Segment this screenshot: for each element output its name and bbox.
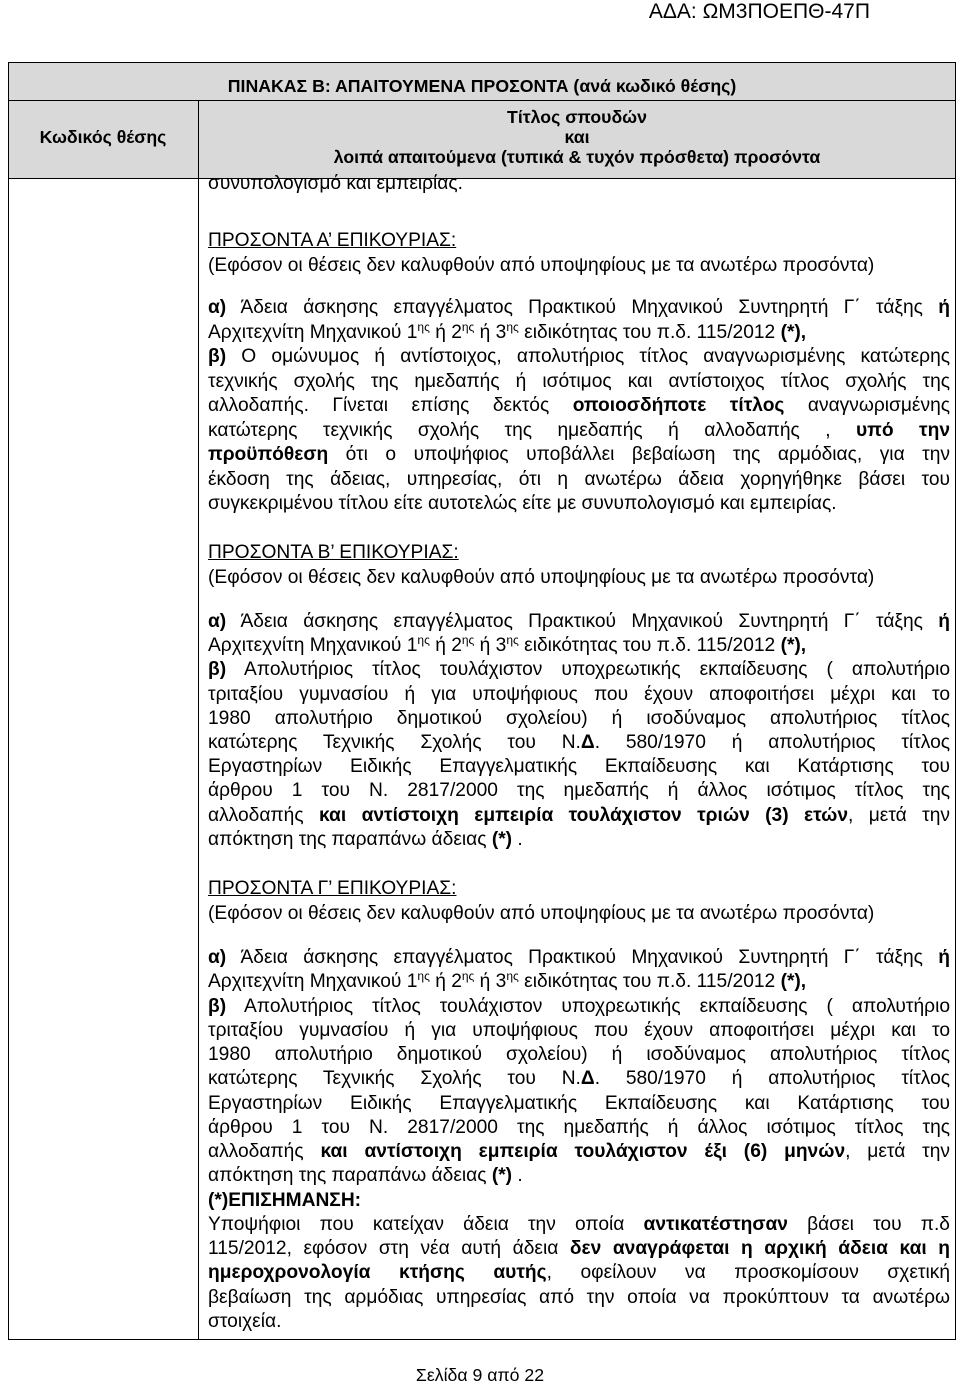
text-segment: Εργαστηρίων Ειδικής Επαγγελματικής Εκπαίδευσης και Κατάρτισης του — [208, 756, 950, 778]
text-segment: ή 3 — [474, 635, 507, 657]
text-segment: Υποψήφιοι που κατείχαν άδεια την οποία — [208, 1213, 644, 1235]
text-segment: έκδοση της άδειας, υπηρεσίας, ότι η ανωτέρω άδεια χορηγήθηκε βάσει του — [208, 468, 950, 490]
paragraph-line — [208, 779, 950, 803]
bold-text: ημεροχρονολογία κτήσης αυτής — [208, 1262, 547, 1284]
section-b-header — [208, 541, 950, 590]
page-number: Σελίδα 9 από 22 — [415, 1365, 545, 1385]
item-label: α) — [208, 297, 227, 318]
continuation-line: συνυπολογισμό και εμπειρίας. — [208, 173, 463, 194]
item-label: α) — [208, 947, 227, 968]
section-g-body — [208, 946, 950, 1334]
paragraph-line — [208, 828, 950, 852]
section-condition: (Εφόσον οι θέσεις δεν καλυφθούν από υποψηφίους με τα ανωτέρω προσόντα) — [208, 902, 875, 924]
bold-text: και αντίστοιχη εμπειρία τουλάχιστον έξι (6) μηνών — [320, 1141, 846, 1163]
column-divider — [198, 100, 199, 1339]
text-segment: , μετά την — [845, 1141, 951, 1163]
paragraph-line — [208, 1092, 950, 1116]
text-segment: αλλοδαπής. Γίνεται επίσης δεκτός — [208, 395, 573, 416]
bold-text: Δ — [580, 1068, 595, 1090]
text-segment: κατώτερης τεχνικής σχολής της ημεδαπής ή αλλοδαπής , — [208, 419, 857, 441]
text-segment: ειδικότητας του π.δ. 115/2012 — [518, 635, 781, 657]
bold-text: (*) — [491, 828, 513, 850]
bold-text: οποιοσδήποτε τίτλος — [572, 395, 785, 416]
position-code-cell — [9, 179, 198, 1339]
section-b-body — [208, 610, 950, 852]
superscript: ης — [417, 319, 430, 334]
note-line — [208, 1310, 950, 1334]
bold-text: και αντίστοιχη εμπειρία τουλάχιστον τριών (3) ετών — [318, 804, 849, 826]
item-label: α) — [208, 611, 227, 632]
column-header-line: λοιπά απαιτούμενα (τυπικά & τυχόν πρόσθετα) προσόντα — [333, 147, 821, 167]
section-a-header — [208, 229, 950, 278]
bold-text: (*), — [780, 971, 807, 993]
superscript: ης — [506, 633, 519, 648]
text-segment: αλλοδαπής — [208, 804, 319, 826]
paragraph-line — [208, 1067, 950, 1091]
bold-text: αντικατέστησαν — [643, 1213, 788, 1235]
text-segment: , οφείλουν να προσκομίσουν σχετική — [546, 1262, 951, 1284]
paragraph-line — [208, 1043, 950, 1067]
note-title — [208, 1189, 950, 1213]
text-segment: Άδεια άσκησης επαγγέλματος Πρακτικού Μηχανικού Συντηρητή Γ΄ τάξης — [226, 297, 939, 318]
column-header-requirements — [198, 107, 956, 167]
superscript: ης — [506, 319, 519, 334]
text-segment: ειδικότητας του π.δ. 115/2012 — [518, 321, 781, 343]
text-segment: . — [512, 828, 523, 850]
note-line — [208, 1237, 950, 1261]
paragraph-line — [208, 1019, 950, 1043]
paragraph-line — [208, 804, 950, 828]
text-segment: κατώτερης Τεχνικής Σχολής του Ν. — [208, 1068, 581, 1090]
column-header-line: και — [564, 127, 590, 147]
text-segment: Αρχιτεχνίτη Μηχανικού 1 — [208, 321, 418, 343]
paragraph-line — [208, 634, 950, 658]
text-segment: συγκεκριμένου τίτλου είτε αυτοτελώς είτε με συνυπολογισμό και εμπειρίας. — [208, 493, 837, 514]
section-a-body — [208, 296, 950, 517]
paragraph-line — [208, 683, 950, 707]
section-heading: ΠΡΟΣΟΝΤΑ Β’ ΕΠΙΚΟΥΡΙΑΣ: — [208, 542, 459, 563]
text-segment: . 580/1970 ή απολυτήριος τίτλος — [594, 731, 950, 753]
bold-text: (*), — [780, 635, 807, 657]
text-segment: ή 3 — [474, 321, 507, 343]
paragraph-line — [208, 731, 950, 755]
paragraph-line — [208, 345, 950, 370]
text-segment: Άδεια άσκησης επαγγέλματος Πρακτικού Μηχανικού Συντηρητή Γ΄ τάξης — [226, 947, 939, 968]
paragraph-line — [208, 394, 950, 419]
paragraph-line — [208, 443, 950, 468]
superscript: ης — [417, 633, 430, 648]
bold-text: ή — [938, 947, 950, 968]
paragraph-line — [208, 970, 950, 994]
text-segment: τεχνικής σχολής της ημεδαπής ή ισότιμος και αντίστοιχος τίτλος σχολής της — [208, 370, 950, 392]
bold-text: Δ — [580, 731, 595, 753]
paragraph-line — [208, 1116, 950, 1140]
section-condition: (Εφόσον οι θέσεις δεν καλυφθούν από υποψηφίους με τα ανωτέρω προσόντα) — [208, 566, 875, 588]
note-line — [208, 1261, 950, 1285]
text-segment: Άδεια άσκησης επαγγέλματος Πρακτικού Μηχανικού Συντηρητή Γ΄ τάξης — [226, 611, 939, 632]
paragraph-line — [208, 468, 950, 493]
table-divider — [9, 100, 955, 101]
bold-text: δεν αναγράφεται η αρχική άδεια και η — [569, 1238, 950, 1260]
paragraph-line — [208, 492, 950, 517]
text-segment: απόκτηση της παραπάνω άδειας — [208, 828, 492, 850]
paragraph-line — [208, 755, 950, 779]
paragraph-line — [208, 370, 950, 395]
section-g-header — [208, 877, 950, 926]
section-heading: ΠΡΟΣΟΝΤΑ Α’ ΕΠΙΚΟΥΡΙΑΣ: — [208, 230, 457, 251]
text-segment: Αρχιτεχνίτη Μηχανικού 1 — [208, 635, 418, 657]
text-segment: βάσει του π.δ — [787, 1213, 950, 1235]
superscript: ης — [461, 969, 475, 984]
paragraph-line — [208, 1164, 950, 1188]
text-segment: τριταξίου γυμνασίου ή για υποψήφιους που έχουν αποφοιτήσει μέχρι και το — [208, 683, 950, 705]
note-line — [208, 1286, 950, 1310]
text-segment: βεβαίωση της αρμόδιας υπηρεσίας από την οποία να προκύπτουν τα ανωτέρω — [208, 1286, 950, 1308]
column-header-line: Τίτλος σπουδών — [507, 107, 647, 127]
column-header-code: Κωδικός θέσης — [39, 127, 167, 147]
table-title: ΠΙΝΑΚΑΣ Β: ΑΠΑΙΤΟΥΜΕΝΑ ΠΡΟΣΟΝΤΑ (ανά κωδικό θέσης) — [227, 76, 737, 96]
text-segment: . — [512, 1165, 523, 1187]
text-segment: τριταξίου γυμνασίου ή για υποψήφιους που έχουν αποφοιτήσει μέχρι και το — [208, 1019, 950, 1041]
paragraph-line — [208, 707, 950, 731]
ada-code: ΑΔΑ: ΩΜ3ΠΟΕΠΘ-47Π — [648, 0, 870, 23]
item-label: β) — [208, 346, 227, 367]
text-segment: άρθρου 1 του Ν. 2817/2000 της ημεδαπής ή άλλος ισότιμος τίτλος της — [208, 780, 950, 802]
superscript: ης — [461, 633, 475, 648]
bold-text: (*), — [780, 321, 807, 343]
paragraph-line — [208, 296, 950, 321]
text-segment: αλλοδαπής — [208, 1141, 321, 1163]
bold-text: ή — [938, 297, 950, 318]
continuation-block — [208, 172, 950, 197]
text-segment: ή 2 — [429, 971, 462, 993]
item-label: β) — [208, 995, 227, 1017]
paragraph-line — [208, 419, 950, 444]
paragraph-line — [208, 321, 950, 346]
text-segment: άρθρου 1 του Ν. 2817/2000 της ημεδαπής ή άλλος ισότιμος τίτλος της — [208, 1116, 950, 1138]
text-segment: απόκτηση της παραπάνω άδειας — [208, 1165, 492, 1187]
note-line — [208, 1213, 950, 1237]
bold-text: ή — [938, 611, 950, 632]
text-segment: ότι ο υποψήφιος υποβάλλει βεβαίωση της αρμόδιας, για την — [328, 444, 950, 465]
text-segment: 1980 απολυτήριο δημοτικού σχολείου) ή ισοδύναμος απολυτήριος τίτλος — [208, 707, 950, 729]
text-segment: . 580/1970 ή απολυτήριος τίτλος — [594, 1068, 950, 1090]
text-segment: 1980 απολυτήριο δημοτικού σχολείου) ή ισοδύναμος απολυτήριος τίτλος — [208, 1044, 950, 1066]
text-segment: , μετά την — [848, 804, 950, 826]
text-segment: 115/2012, εφόσον στη νέα αυτή άδεια — [208, 1238, 570, 1260]
text-segment: Ο ομώνυμος ή αντίστοιχος, απολυτήριος τίτλος αναγνωρισμένης κατώτερης — [226, 346, 950, 367]
bold-text: (*) — [491, 1165, 513, 1187]
text-segment: Αρχιτεχνίτη Μηχανικού 1 — [208, 971, 418, 993]
superscript: ης — [506, 969, 519, 984]
text-segment: στοιχεία. — [208, 1310, 282, 1332]
bold-text: προϋπόθεση — [208, 444, 329, 465]
text-segment: ή 2 — [429, 635, 462, 657]
item-label: β) — [208, 659, 227, 681]
text-segment: Απολυτήριος τίτλος τουλάχιστον υποχρεωτικής εκπαίδευσης ( απολυτήριο — [226, 995, 950, 1017]
text-segment: κατώτερης Τεχνικής Σχολής του Ν. — [208, 731, 581, 753]
bold-text: υπό την — [856, 419, 950, 441]
superscript: ης — [417, 969, 430, 984]
text-segment: αναγνωρισμένης — [784, 395, 950, 416]
text-segment: Εργαστηρίων Ειδικής Επαγγελματικής Εκπαίδευσης και Κατάρτισης του — [208, 1092, 950, 1114]
paragraph-line — [208, 946, 950, 970]
section-condition: (Εφόσον οι θέσεις δεν καλυφθούν από υποψηφίους με τα ανωτέρω προσόντα) — [208, 254, 875, 276]
section-heading: ΠΡΟΣΟΝΤΑ Γ’ ΕΠΙΚΟΥΡΙΑΣ: — [208, 878, 457, 899]
paragraph-line — [208, 658, 950, 682]
paragraph-line — [208, 995, 950, 1019]
superscript: ης — [461, 319, 475, 334]
paragraph-line — [208, 1140, 950, 1164]
text-segment: ή 3 — [474, 971, 507, 993]
text-segment: ή 2 — [429, 321, 462, 343]
paragraph-line — [208, 610, 950, 634]
text-segment: ειδικότητας του π.δ. 115/2012 — [518, 971, 781, 993]
text-segment: Απολυτήριος τίτλος τουλάχιστον υποχρεωτικής εκπαίδευσης ( απολυτήριο — [226, 659, 950, 681]
bold-text: (*)ΕΠΙΣΗΜΑΝΣΗ: — [208, 1189, 362, 1211]
